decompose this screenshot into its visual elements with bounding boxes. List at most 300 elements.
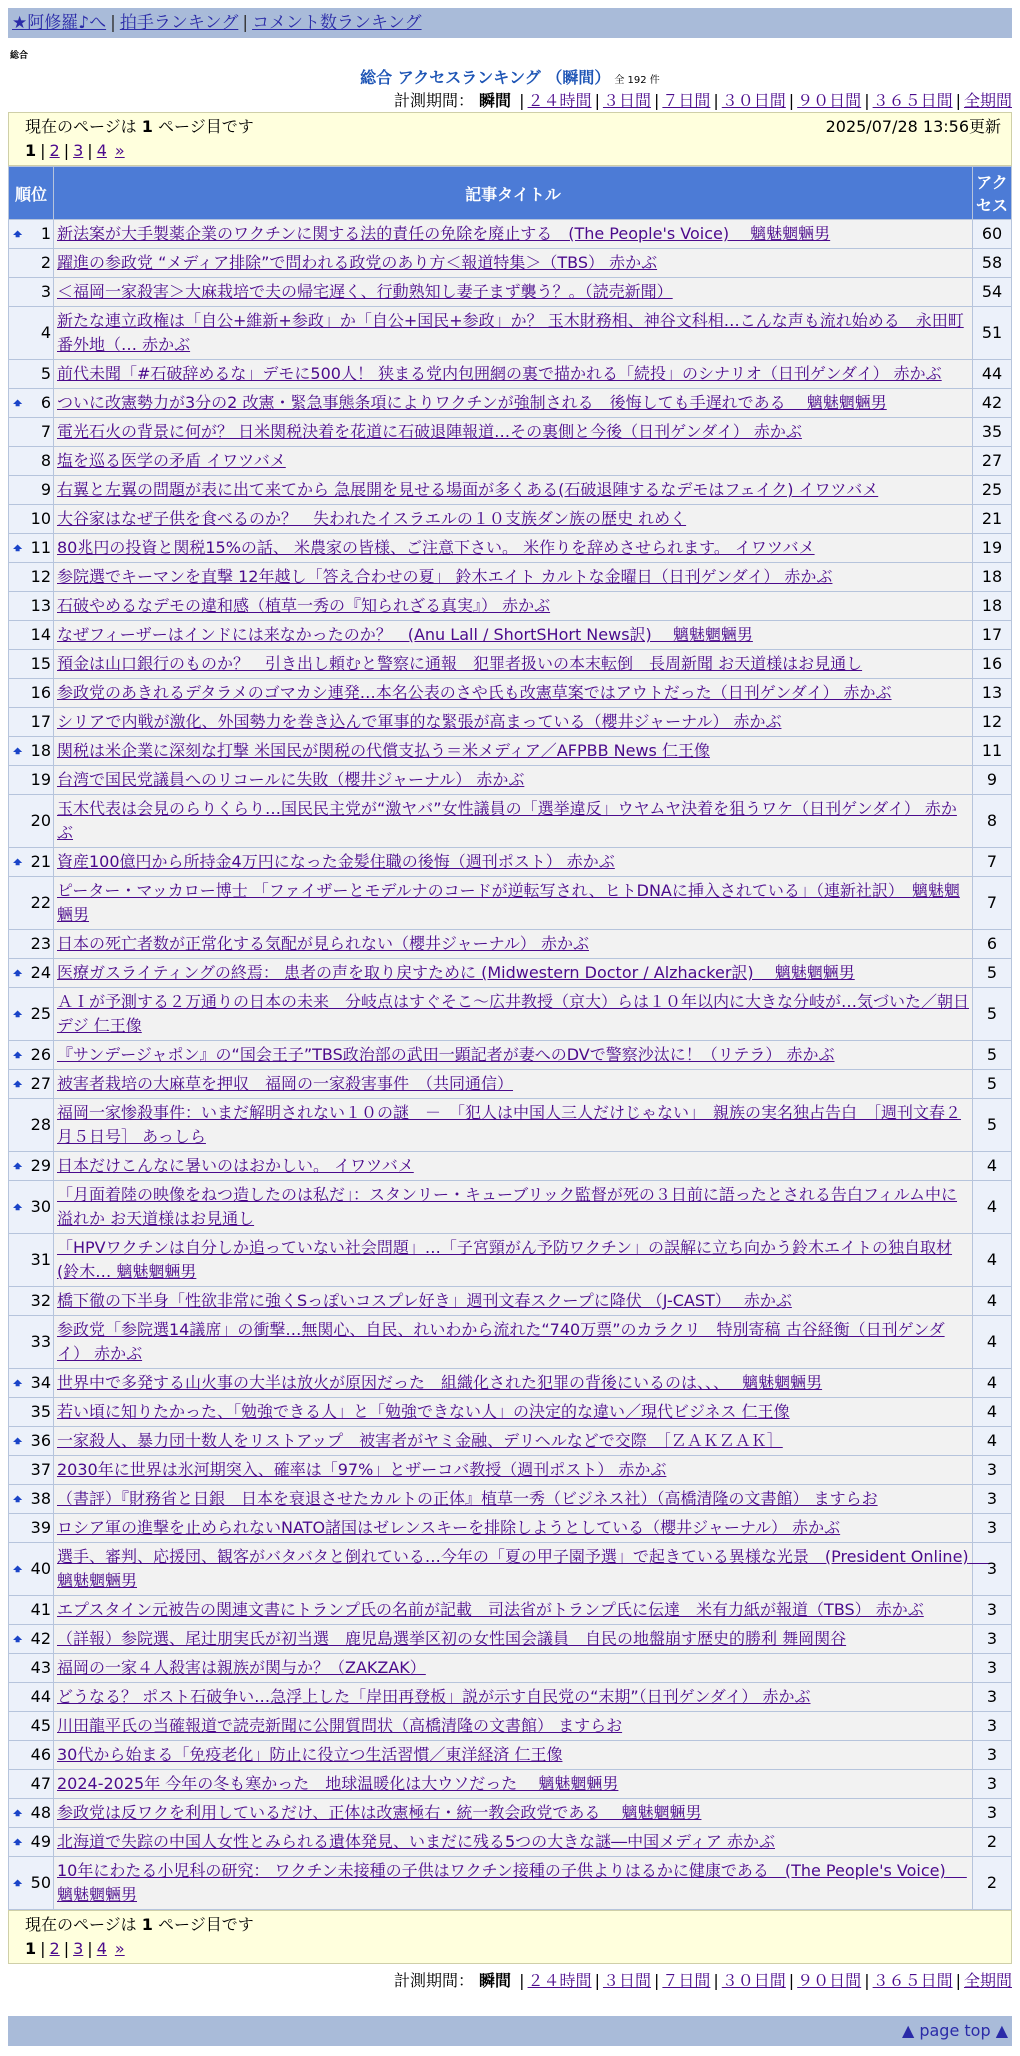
article-link[interactable]: 電光石火の背景に何が？ 日米関税決着を花道に石破退陣報道…その裏側と今後（日刊ゲンダイ） 赤かぶ: [57, 422, 802, 441]
title-cell: [54, 1070, 973, 1099]
article-link[interactable]: 参院選でキーマンを直撃 12年越し「答え合わせの夏」 鈴木エイト カルトな金曜日（日刊ゲンダイ） 赤かぶ: [57, 567, 833, 586]
arrow-up-icon: 🠹: [13, 394, 23, 412]
access-count: 3: [973, 1683, 1012, 1712]
rank-number: 28: [30, 1115, 51, 1134]
page-status: [25, 1913, 254, 1937]
article-link[interactable]: 福岡の一家４人殺害は親族が関与か？（ZAKZAK）: [57, 1658, 426, 1677]
rank-number: 43: [30, 1658, 51, 1677]
arrow-up-icon: 🠹: [13, 1490, 23, 1508]
period-link[interactable]: ２４時間: [527, 1971, 592, 1990]
table-row: [9, 1070, 1012, 1099]
access-count: 4: [973, 1234, 1012, 1287]
rank-cell: [9, 679, 54, 708]
table-row: [9, 650, 1012, 679]
pager-link[interactable]: 4: [96, 141, 107, 160]
rank-number: 24: [30, 963, 51, 982]
page-status-suffix: ページ目です: [158, 1915, 254, 1934]
col-title-header: 記事タイトル: [54, 167, 973, 220]
access-count: 8: [973, 795, 1012, 848]
article-link[interactable]: 30代から始まる「免疫老化」防止に役立つ生活習慣／東洋経済 仁王像: [57, 1745, 563, 1764]
access-count: 3: [973, 1543, 1012, 1596]
rank-number: 23: [30, 934, 51, 953]
pager-separator: |: [40, 141, 46, 160]
access-count: 13: [973, 679, 1012, 708]
table-row: [9, 1041, 1012, 1070]
pager-current: 1: [25, 141, 37, 160]
rank-number: 42: [30, 1629, 51, 1648]
nav-separator: |: [242, 13, 249, 33]
rank-number: 14: [30, 625, 51, 644]
title-cell: [54, 220, 973, 249]
access-count: 51: [973, 307, 1012, 360]
rank-cell: [9, 621, 54, 650]
rank-number: 13: [30, 596, 51, 615]
table-row: [9, 988, 1012, 1041]
table-row: [9, 1543, 1012, 1596]
page-status-prefix: 現在のページは: [25, 117, 137, 136]
title-cell: [54, 708, 973, 737]
rank-cell: [9, 1654, 54, 1683]
rank-cell: [9, 650, 54, 679]
rank-cell: [9, 249, 54, 278]
pager-separator: |: [63, 1939, 70, 1958]
article-link[interactable]: 2030年に世界は氷河期突入、確率は「97%」とザーコバ教授（週刊ポスト） 赤かぶ: [57, 1460, 667, 1479]
table-row: [9, 1654, 1012, 1683]
rank-number: 2: [40, 253, 51, 272]
article-link[interactable]: ピーター・マッカロー博士 「ファイザーとモデルナのコードが逆転写され、ヒトDNAに挿入されている」（連新社訳） 魑魅魍魎男: [57, 881, 960, 924]
access-count: 21: [973, 505, 1012, 534]
period-link[interactable]: ２４時間: [527, 91, 592, 110]
rank-cell: [9, 766, 54, 795]
rank-number: 31: [30, 1250, 51, 1269]
table-row: [9, 1152, 1012, 1181]
article-link[interactable]: （書評）『財務省と日銀 日本を衰退させたカルトの正体』植草一秀（ビジネス社）（高橋清隆の文書館） ますらお: [57, 1489, 878, 1508]
title-cell: [54, 592, 973, 621]
pager-current: 1: [25, 1939, 37, 1958]
article-link[interactable]: 関税は米企業に深刻な打撃 米国民が関税の代償支払う＝米メディア／AFPBB News 仁王像: [57, 741, 710, 760]
rank-cell: [9, 389, 54, 418]
table-row: [9, 220, 1012, 249]
page-top-link[interactable]: ▲ page top ▲: [901, 2021, 1008, 2040]
access-count: 54: [973, 278, 1012, 307]
article-link[interactable]: シリアで内戦が激化、外国勢力を巻き込んで軍事的な緊張が高まっている（櫻井ジャーナル） 赤かぶ: [57, 712, 782, 731]
access-count: 4: [973, 1152, 1012, 1181]
article-link[interactable]: 10年にわたる小児科の研究： ワクチン未接種の子供はワクチン接種の子供よりはるかに健康である (The People's Voice) 魑魅魍魎男: [57, 1861, 967, 1904]
table-row: [9, 1316, 1012, 1369]
rank-cell: [9, 848, 54, 877]
article-link[interactable]: 80兆円の投資と関税15%の話、 米農家の皆様、ご注意下さい。 米作りを辞めさせられます。 イワツバメ: [57, 538, 815, 557]
access-count: 4: [973, 1369, 1012, 1398]
period-current: 瞬間: [479, 1971, 512, 1990]
access-count: 4: [973, 1427, 1012, 1456]
access-count: 5: [973, 988, 1012, 1041]
table-row: [9, 1683, 1012, 1712]
table-row: [9, 1234, 1012, 1287]
article-link[interactable]: 右翼と左翼の問題が表に出て来てから 急展開を見せる場面が多くある(石破退陣するなデモはフェイク) イワツバメ: [57, 480, 879, 499]
rank-number: 50: [30, 1873, 51, 1892]
title-cell: [54, 1316, 973, 1369]
article-link[interactable]: 新法案が大手製薬企業のワクチンに関する法的責任の免除を廃止する (The People's Voice) 魑魅魍魎男: [57, 224, 831, 243]
table-row: [9, 766, 1012, 795]
period-separator: |: [653, 91, 660, 110]
period-separator: |: [788, 1971, 795, 1990]
rank-cell: [9, 1799, 54, 1828]
period-link[interactable]: ３０日間: [721, 1971, 786, 1990]
period-link[interactable]: ３日間: [602, 91, 651, 110]
article-link[interactable]: 福岡一家惨殺事件：いまだ解明されない１０の謎 － 「犯人は中国人三人だけじゃない」 親族の実名独占告白 ［週刊文春２月５日号］ あっしら: [57, 1103, 962, 1146]
table-row: [9, 708, 1012, 737]
title-cell: [54, 848, 973, 877]
article-link[interactable]: （詳報）参院選、尾辻朋実氏が初当選 鹿児島選挙区初の女性国会議員 自民の地盤崩す歴史的勝利 舞岡関谷: [57, 1629, 847, 1648]
clap-ranking-link[interactable]: 拍手ランキング: [119, 13, 239, 33]
table-row: [9, 360, 1012, 389]
pager-link[interactable]: 3: [73, 141, 84, 160]
period-link[interactable]: ９０日間: [797, 91, 862, 110]
rank-cell: [9, 1234, 54, 1287]
rank-number: 40: [30, 1559, 51, 1578]
page-status-suffix: ページ目です: [158, 117, 254, 136]
rank-cell: [9, 307, 54, 360]
rank-number: 6: [40, 393, 51, 412]
title-cell: [54, 1799, 973, 1828]
pager-separator: |: [63, 141, 70, 160]
arrow-up-icon: 🠹: [13, 1804, 23, 1822]
period-separator: |: [955, 91, 961, 110]
table-row: [9, 1828, 1012, 1857]
title-cell: [54, 1683, 973, 1712]
table-row: [9, 1398, 1012, 1427]
period-separator: |: [864, 91, 870, 110]
title-cell: [54, 737, 973, 766]
rank-cell: [9, 1857, 54, 1910]
article-link[interactable]: 前代未聞「#石破辞めるな」デモに500人！ 狭まる党内包囲網の裏で描かれる「続投」のシナリオ（日刊ゲンダイ） 赤かぶ: [57, 364, 942, 383]
title-cell: [54, 877, 973, 930]
arrow-up-icon: 🠹: [13, 1874, 23, 1892]
title-cell: [54, 1857, 973, 1910]
article-link[interactable]: 川田龍平氏の当確報道で読売新聞に公開質問状（高橋清隆の文書館） ますらお: [57, 1716, 623, 1735]
article-link[interactable]: 選手、審判、応援団、観客がバタバタと倒れている…今年の「夏の甲子園予選」で起きている異様な光景 (President Online) 魑魅魍魎男: [57, 1547, 990, 1590]
table-row: [9, 1770, 1012, 1799]
arrow-up-icon: 🠹: [13, 853, 23, 871]
access-count: 3: [973, 1596, 1012, 1625]
rank-cell: [9, 1369, 54, 1398]
article-link[interactable]: 一家殺人、暴力団十数人をリストアップ 被害者がヤミ金融、デリヘルなどで交際 ［ＺＡＫＺＡＫ］: [57, 1431, 783, 1450]
table-row: [9, 534, 1012, 563]
article-link[interactable]: 『サンデージャポン』の“国会王子”TBS政治部の武田一顕記者が妻へのDVで警察沙汰に！（リテラ） 赤かぶ: [57, 1045, 835, 1064]
access-count: 3: [973, 1514, 1012, 1543]
page-status-prefix: 現在のページは: [25, 1915, 137, 1934]
table-row: [9, 1799, 1012, 1828]
article-link[interactable]: 被害者栽培の大麻草を押収 福岡の一家殺害事件 （共同通信）: [57, 1074, 514, 1093]
rank-number: 44: [30, 1687, 51, 1706]
period-separator: |: [594, 91, 600, 110]
rank-number: 34: [30, 1373, 51, 1392]
page-title: [8, 65, 1012, 88]
access-count: 4: [973, 1398, 1012, 1427]
article-link[interactable]: 日本だけこんなに暑いのはおかしい。 イワツバメ: [57, 1156, 414, 1175]
rank-cell: [9, 930, 54, 959]
arrow-up-icon: 🠹: [13, 1005, 23, 1023]
access-count: 5: [973, 1070, 1012, 1099]
article-link[interactable]: どうなる？ ポスト石破争い…急浮上した「岸田再登板」説が示す自民党の“末期”（日刊ゲンダイ） 赤かぶ: [57, 1687, 811, 1706]
period-link[interactable]: ３日間: [602, 1971, 651, 1990]
article-link[interactable]: 参政党は反ワクを利用しているだけ、正体は改憲極右・統一教会政党である 魑魅魍魎男: [57, 1803, 702, 1822]
table-row: [9, 1456, 1012, 1485]
article-link[interactable]: 躍進の参政党 “メディア排除”で問われる政党のあり方＜報道特集＞（TBS） 赤かぶ: [57, 253, 658, 272]
title-cell: [54, 1427, 973, 1456]
access-count: 16: [973, 650, 1012, 679]
title-cell: [54, 1287, 973, 1316]
rank-number: 18: [30, 741, 51, 760]
pager-link[interactable]: 2: [49, 141, 60, 160]
rank-number: 21: [30, 852, 51, 871]
page-info-bottom: [8, 1910, 1012, 1964]
title-cell: [54, 621, 973, 650]
arrow-up-icon: 🠹: [13, 539, 23, 557]
rank-number: 17: [30, 712, 51, 731]
title-cell: [54, 1654, 973, 1683]
access-count: 7: [973, 877, 1012, 930]
table-row: [9, 1596, 1012, 1625]
access-count: 44: [973, 360, 1012, 389]
article-link[interactable]: 参政党のあきれるデタラメのゴマカシ連発…本名公表のさや氏も改憲草案ではアウトだった（日刊ゲンダイ） 赤かぶ: [57, 683, 892, 702]
rank-cell: [9, 1625, 54, 1654]
period-separator: |: [864, 1971, 870, 1990]
access-count: 5: [973, 959, 1012, 988]
article-link[interactable]: 橋下徹の下半身「性欲非常に強くSっぽいコスプレ好き」週刊文春スクープに降伏 （J-CAST） 赤かぶ: [57, 1291, 792, 1310]
article-link[interactable]: 北海道で失踪の中国人女性とみられる遺体発見、いまだに残る5つの大きな謎―中国メディア 赤かぶ: [57, 1832, 775, 1851]
rank-cell: [9, 1741, 54, 1770]
rank-cell: [9, 1456, 54, 1485]
article-link[interactable]: なぜフィーザーはインドには来なかったのか？ (Anu Lall / ShortSHort News訳) 魑魅魍魎男: [57, 625, 753, 644]
page-status-number: 1: [141, 117, 153, 136]
title-cell: [54, 1152, 973, 1181]
table-row: [9, 505, 1012, 534]
rank-cell: [9, 1427, 54, 1456]
article-link[interactable]: 2024-2025年 今年の冬も寒かった 地球温暖化は大ウソだった 魑魅魍魎男: [57, 1774, 619, 1793]
rank-number: 49: [30, 1832, 51, 1851]
table-row: [9, 418, 1012, 447]
table-row: [9, 307, 1012, 360]
article-link[interactable]: ついに改憲勢力が3分の2 改憲・緊急事態条項によりワクチンが強制される 後悔しても手遅れである 魑魅魍魎男: [57, 393, 887, 412]
rank-number: 7: [40, 422, 51, 441]
title-cell: [54, 795, 973, 848]
arrow-up-icon: 🠹: [13, 1833, 23, 1851]
period-links: [516, 91, 1012, 110]
ranking-table: [8, 166, 1012, 1910]
rank-number: 19: [30, 770, 51, 789]
home-link[interactable]: ★阿修羅♪へ: [12, 13, 107, 33]
rank-cell: [9, 1485, 54, 1514]
table-row: [9, 1181, 1012, 1234]
access-count: 5: [973, 1099, 1012, 1152]
arrow-up-icon: 🠹: [13, 1560, 23, 1578]
rank-cell: [9, 1181, 54, 1234]
arrow-up-icon: 🠹: [13, 1157, 23, 1175]
period-separator: |: [955, 1971, 961, 1990]
access-count: 60: [973, 220, 1012, 249]
rank-cell: [9, 877, 54, 930]
title-cell: [54, 249, 973, 278]
access-count: 12: [973, 708, 1012, 737]
arrow-up-icon: 🠹: [13, 964, 23, 982]
period-link[interactable]: ９０日間: [797, 1971, 862, 1990]
arrow-up-icon: 🠹: [13, 1075, 23, 1093]
article-link[interactable]: 参政党「参院選14議席」の衝撃…無関心、自民、れいわから流れた“740万票”のカラクリ 特別寄稿 古谷経衡（日刊ゲンダイ） 赤かぶ: [57, 1320, 945, 1363]
pager-link[interactable]: 3: [73, 1939, 84, 1958]
rank-cell: [9, 418, 54, 447]
page-info-top: [8, 112, 1012, 166]
table-row: [9, 1741, 1012, 1770]
title-cell: [54, 1770, 973, 1799]
title-cell: [54, 1456, 973, 1485]
table-row: [9, 930, 1012, 959]
access-count: 3: [973, 1712, 1012, 1741]
rank-number: 12: [30, 567, 51, 586]
title-cell: [54, 360, 973, 389]
rank-cell: [9, 1152, 54, 1181]
article-link[interactable]: 「月面着陸の映像をねつ造したのは私だ」：スタンリー・キューブリック監督が死の３日前に語ったとされる告白フィルム中に 溢れか お天道様はお見通し: [57, 1185, 958, 1228]
period-link[interactable]: ３６５日間: [872, 1971, 953, 1990]
table-row: [9, 476, 1012, 505]
rank-number: 10: [30, 509, 51, 528]
access-count: 4: [973, 1316, 1012, 1369]
access-count: 2: [973, 1857, 1012, 1910]
period-links: [516, 1971, 1012, 1990]
article-link[interactable]: 医療ガスライティングの終焉： 患者の声を取り戻すために (Midwestern Doctor / Alzhacker訳) 魑魅魍魎男: [57, 963, 855, 982]
article-link[interactable]: ＡＩが予測する２万通りの日本の未来 分岐点はすぐそこ〜広井教授（京大）らは１０年以内に大きな分岐が…気づいた／朝日デジ 仁王像: [57, 992, 970, 1035]
rank-cell: [9, 1770, 54, 1799]
article-link[interactable]: エプスタイン元被告の関連文書にトランプ氏の名前が記載 司法省がトランプ氏に伝達 米有力紙が報道（TBS） 赤かぶ: [57, 1600, 924, 1619]
period-separator: |: [519, 91, 525, 110]
rank-cell: [9, 1543, 54, 1596]
table-row: [9, 1514, 1012, 1543]
table-row: [9, 1427, 1012, 1456]
access-count: 17: [973, 621, 1012, 650]
access-count: 3: [973, 1485, 1012, 1514]
title-cell: [54, 1485, 973, 1514]
article-link[interactable]: 「HPVワクチンは自分しか追っていない社会問題」…「子宮頸がん予防ワクチン」の誤解に立ち向かう鈴木エイトの独自取材(鈴木… 魑魅魍魎男: [57, 1238, 953, 1281]
article-link[interactable]: 塩を巡る医学の矛盾 イワツバメ: [57, 451, 286, 470]
rank-cell: [9, 988, 54, 1041]
article-link[interactable]: 石破やめるなデモの違和感（植草一秀の『知られざる真実』） 赤かぶ: [57, 596, 551, 615]
title-cell: [54, 1828, 973, 1857]
title-cell: [54, 1369, 973, 1398]
table-row: [9, 249, 1012, 278]
category-label: 総合: [10, 51, 29, 61]
article-link[interactable]: 若い頃に知りたかった、「勉強できる人」と「勉強できない人」の決定的な違い／現代ビジネス 仁王像: [57, 1402, 790, 1421]
article-link[interactable]: 資産100億円から所持金4万円になった金髪住職の後悔（週刊ポスト） 赤かぶ: [57, 852, 615, 871]
rank-number: 16: [30, 683, 51, 702]
article-link[interactable]: 世界中で多発する山火事の大半は放火が原因だった 組織化された犯罪の背後にいるのは、、、 魑魅魍魎男: [57, 1373, 823, 1392]
access-count: 5: [973, 1041, 1012, 1070]
rank-number: 39: [30, 1518, 51, 1537]
table-row: [9, 1369, 1012, 1398]
access-count: 3: [973, 1770, 1012, 1799]
article-link[interactable]: ロシア軍の進撃を止められないNATO諸国はゼレンスキーを排除しようとしている（櫻井ジャーナル） 赤かぶ: [57, 1518, 841, 1537]
table-row: [9, 447, 1012, 476]
pager-link[interactable]: 2: [49, 1939, 60, 1958]
title-cell: [54, 1596, 973, 1625]
pager-separator: |: [40, 1939, 46, 1958]
rank-number: 8: [40, 451, 51, 470]
period-label: 計測期間：: [393, 91, 474, 110]
arrow-up-icon: 🠹: [13, 225, 23, 243]
table-row: [9, 877, 1012, 930]
title-cell: [54, 418, 973, 447]
pager-next[interactable]: »: [114, 1939, 125, 1958]
rank-cell: [9, 737, 54, 766]
access-count: 35: [973, 418, 1012, 447]
article-link[interactable]: 玉木代表は会見のらりくらり…国民民主党が“激ヤバ”女性議員の「選挙違反」ウヤムヤ決着を狙うワケ（日刊ゲンダイ） 赤かぶ: [57, 799, 957, 842]
title-cell: [54, 307, 973, 360]
pager-separator: |: [87, 1939, 93, 1958]
pager-separator: |: [87, 141, 93, 160]
title-cell: [54, 1041, 973, 1070]
rank-number: 27: [30, 1074, 51, 1093]
table-row: [9, 1625, 1012, 1654]
rank-cell: [9, 1712, 54, 1741]
article-link[interactable]: ＜福岡一家殺害＞大麻栽培で夫の帰宅遅く、行動熟知し妻子まず襲う？。（読売新聞）: [57, 282, 673, 301]
page-title-text: 総合 アクセスランキング （瞬間）: [360, 68, 611, 87]
pager-link[interactable]: 4: [96, 1939, 107, 1958]
rank-number: 3: [40, 282, 51, 301]
rank-cell: [9, 1683, 54, 1712]
period-link[interactable]: ７日間: [662, 91, 711, 110]
rank-cell: [9, 1596, 54, 1625]
arrow-up-icon: 🠹: [13, 742, 23, 760]
title-cell: [54, 650, 973, 679]
rank-cell: [9, 1514, 54, 1543]
ranking-rows: [9, 220, 1012, 1910]
table-row: [9, 278, 1012, 307]
title-cell: [54, 1398, 973, 1427]
rank-cell: [9, 505, 54, 534]
pager-top: [25, 139, 1001, 163]
article-link[interactable]: 大谷家はなぜ子供を食べるのか？ 失われたイスラエルの１０支族ダン族の歴史 れめく: [57, 509, 687, 528]
page-status-number: 1: [141, 1915, 153, 1934]
col-rank-header: 順位: [9, 167, 54, 220]
period-link[interactable]: ７日間: [662, 1971, 711, 1990]
period-link[interactable]: 全期間: [963, 91, 1012, 110]
rank-number: 48: [30, 1803, 51, 1822]
pager-next[interactable]: »: [114, 141, 125, 160]
nav-separator: |: [110, 13, 116, 33]
rank-cell: [9, 795, 54, 848]
comment-ranking-link[interactable]: コメント数ランキング: [252, 13, 422, 33]
rank-cell: [9, 1398, 54, 1427]
rank-cell: [9, 278, 54, 307]
period-link[interactable]: ３０日間: [721, 91, 786, 110]
title-cell: [54, 930, 973, 959]
rank-cell: [9, 1828, 54, 1857]
table-row: [9, 795, 1012, 848]
article-link[interactable]: 日本の死亡者数が正常化する気配が見られない（櫻井ジャーナル） 赤かぶ: [57, 934, 589, 953]
rank-number: 20: [30, 811, 51, 830]
article-link[interactable]: 新たな連立政権は「自公+維新+参政」か「自公+国民+参政」か？ 玉木財務相、神谷文科相…こんな声も流れ始める 永田町番外地（… 赤かぶ: [57, 311, 964, 354]
rank-cell: [9, 220, 54, 249]
rank-number: 22: [30, 893, 51, 912]
period-link[interactable]: 全期間: [963, 1971, 1012, 1990]
period-link[interactable]: ３６５日間: [872, 91, 953, 110]
top-nav-bar: [8, 8, 1012, 38]
table-row: [9, 563, 1012, 592]
rank-number: 37: [30, 1460, 51, 1479]
article-link[interactable]: 台湾で国民党議員へのリコールに失敗（櫻井ジャーナル） 赤かぶ: [57, 770, 525, 789]
table-row: [9, 592, 1012, 621]
article-link[interactable]: 預金は山口銀行のものか？ 引き出し頼むと警察に通報 犯罪者扱いの本末転倒 長周新聞 お天道様はお見通し: [57, 654, 863, 673]
rank-number: 46: [30, 1745, 51, 1764]
